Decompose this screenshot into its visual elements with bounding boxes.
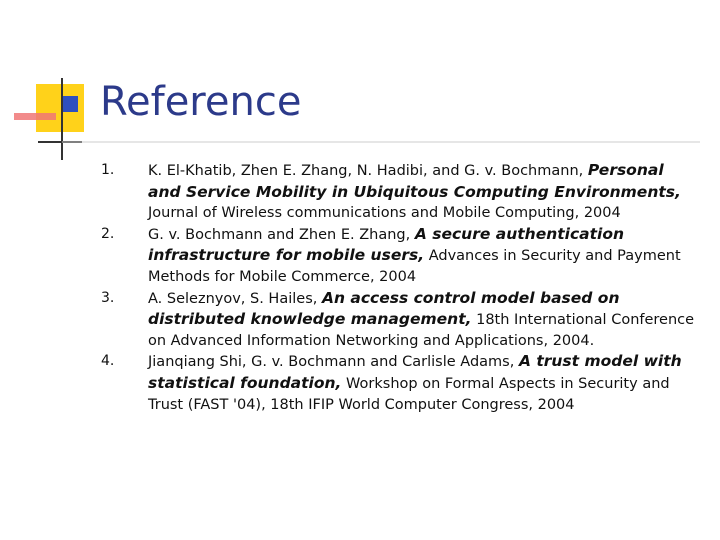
reference-citation [148, 288, 696, 352]
reference-authors: A. Seleznyov, S. Hailes, [148, 290, 318, 307]
logo-blue-square [62, 96, 78, 112]
reference-source: Advances in Security and Payment Methods for Mobile Commerce, 2004 [148, 248, 681, 285]
reference-citation [148, 160, 696, 224]
reference-authors: K. El-Khatib, Zhen E. Zhang, N. Hadibi, and G. v. Bochmann, [148, 163, 584, 179]
reference-source: 18th International Conference on Advanced Information Networking and Applications, 2004. [148, 312, 695, 349]
reference-title: An access control model based on distributed knowledge management, [148, 288, 620, 329]
reference-number: 2. [101, 225, 115, 242]
reference-number: 3. [101, 289, 115, 306]
reference-item [0, 288, 720, 352]
logo-red-bar [14, 113, 56, 120]
logo-yellow-square [36, 84, 84, 132]
reference-title: A secure authentication infrastructure for mobile users, [148, 224, 625, 265]
reference-citation [148, 224, 696, 288]
reference-item [0, 224, 720, 288]
reference-source: Workshop on Formal Aspects in Security and Trust (FAST '04), 18th IFIP World Computer Congress, 2004 [148, 375, 670, 413]
reference-authors: G. v. Bochmann and Zhen E. Zhang, [148, 226, 411, 243]
reference-title: A trust model with statistical foundation, [148, 352, 682, 392]
reference-authors: Jianqiang Shi, G. v. Bochmann and Carlisle Adams, [148, 354, 515, 371]
reference-item [0, 351, 720, 415]
reference-item [0, 160, 720, 224]
reference-citation [148, 351, 696, 415]
reference-list [0, 160, 720, 415]
reference-source: Journal of Wireless communications and Mobile Computing, 2004 [148, 205, 621, 222]
reference-number: 1. [101, 162, 115, 178]
reference-number: 4. [101, 353, 115, 370]
slide-title: Reference [100, 79, 302, 125]
reference-title: Personal and Service Mobility in Ubiquitous Computing Environments, [148, 161, 681, 201]
